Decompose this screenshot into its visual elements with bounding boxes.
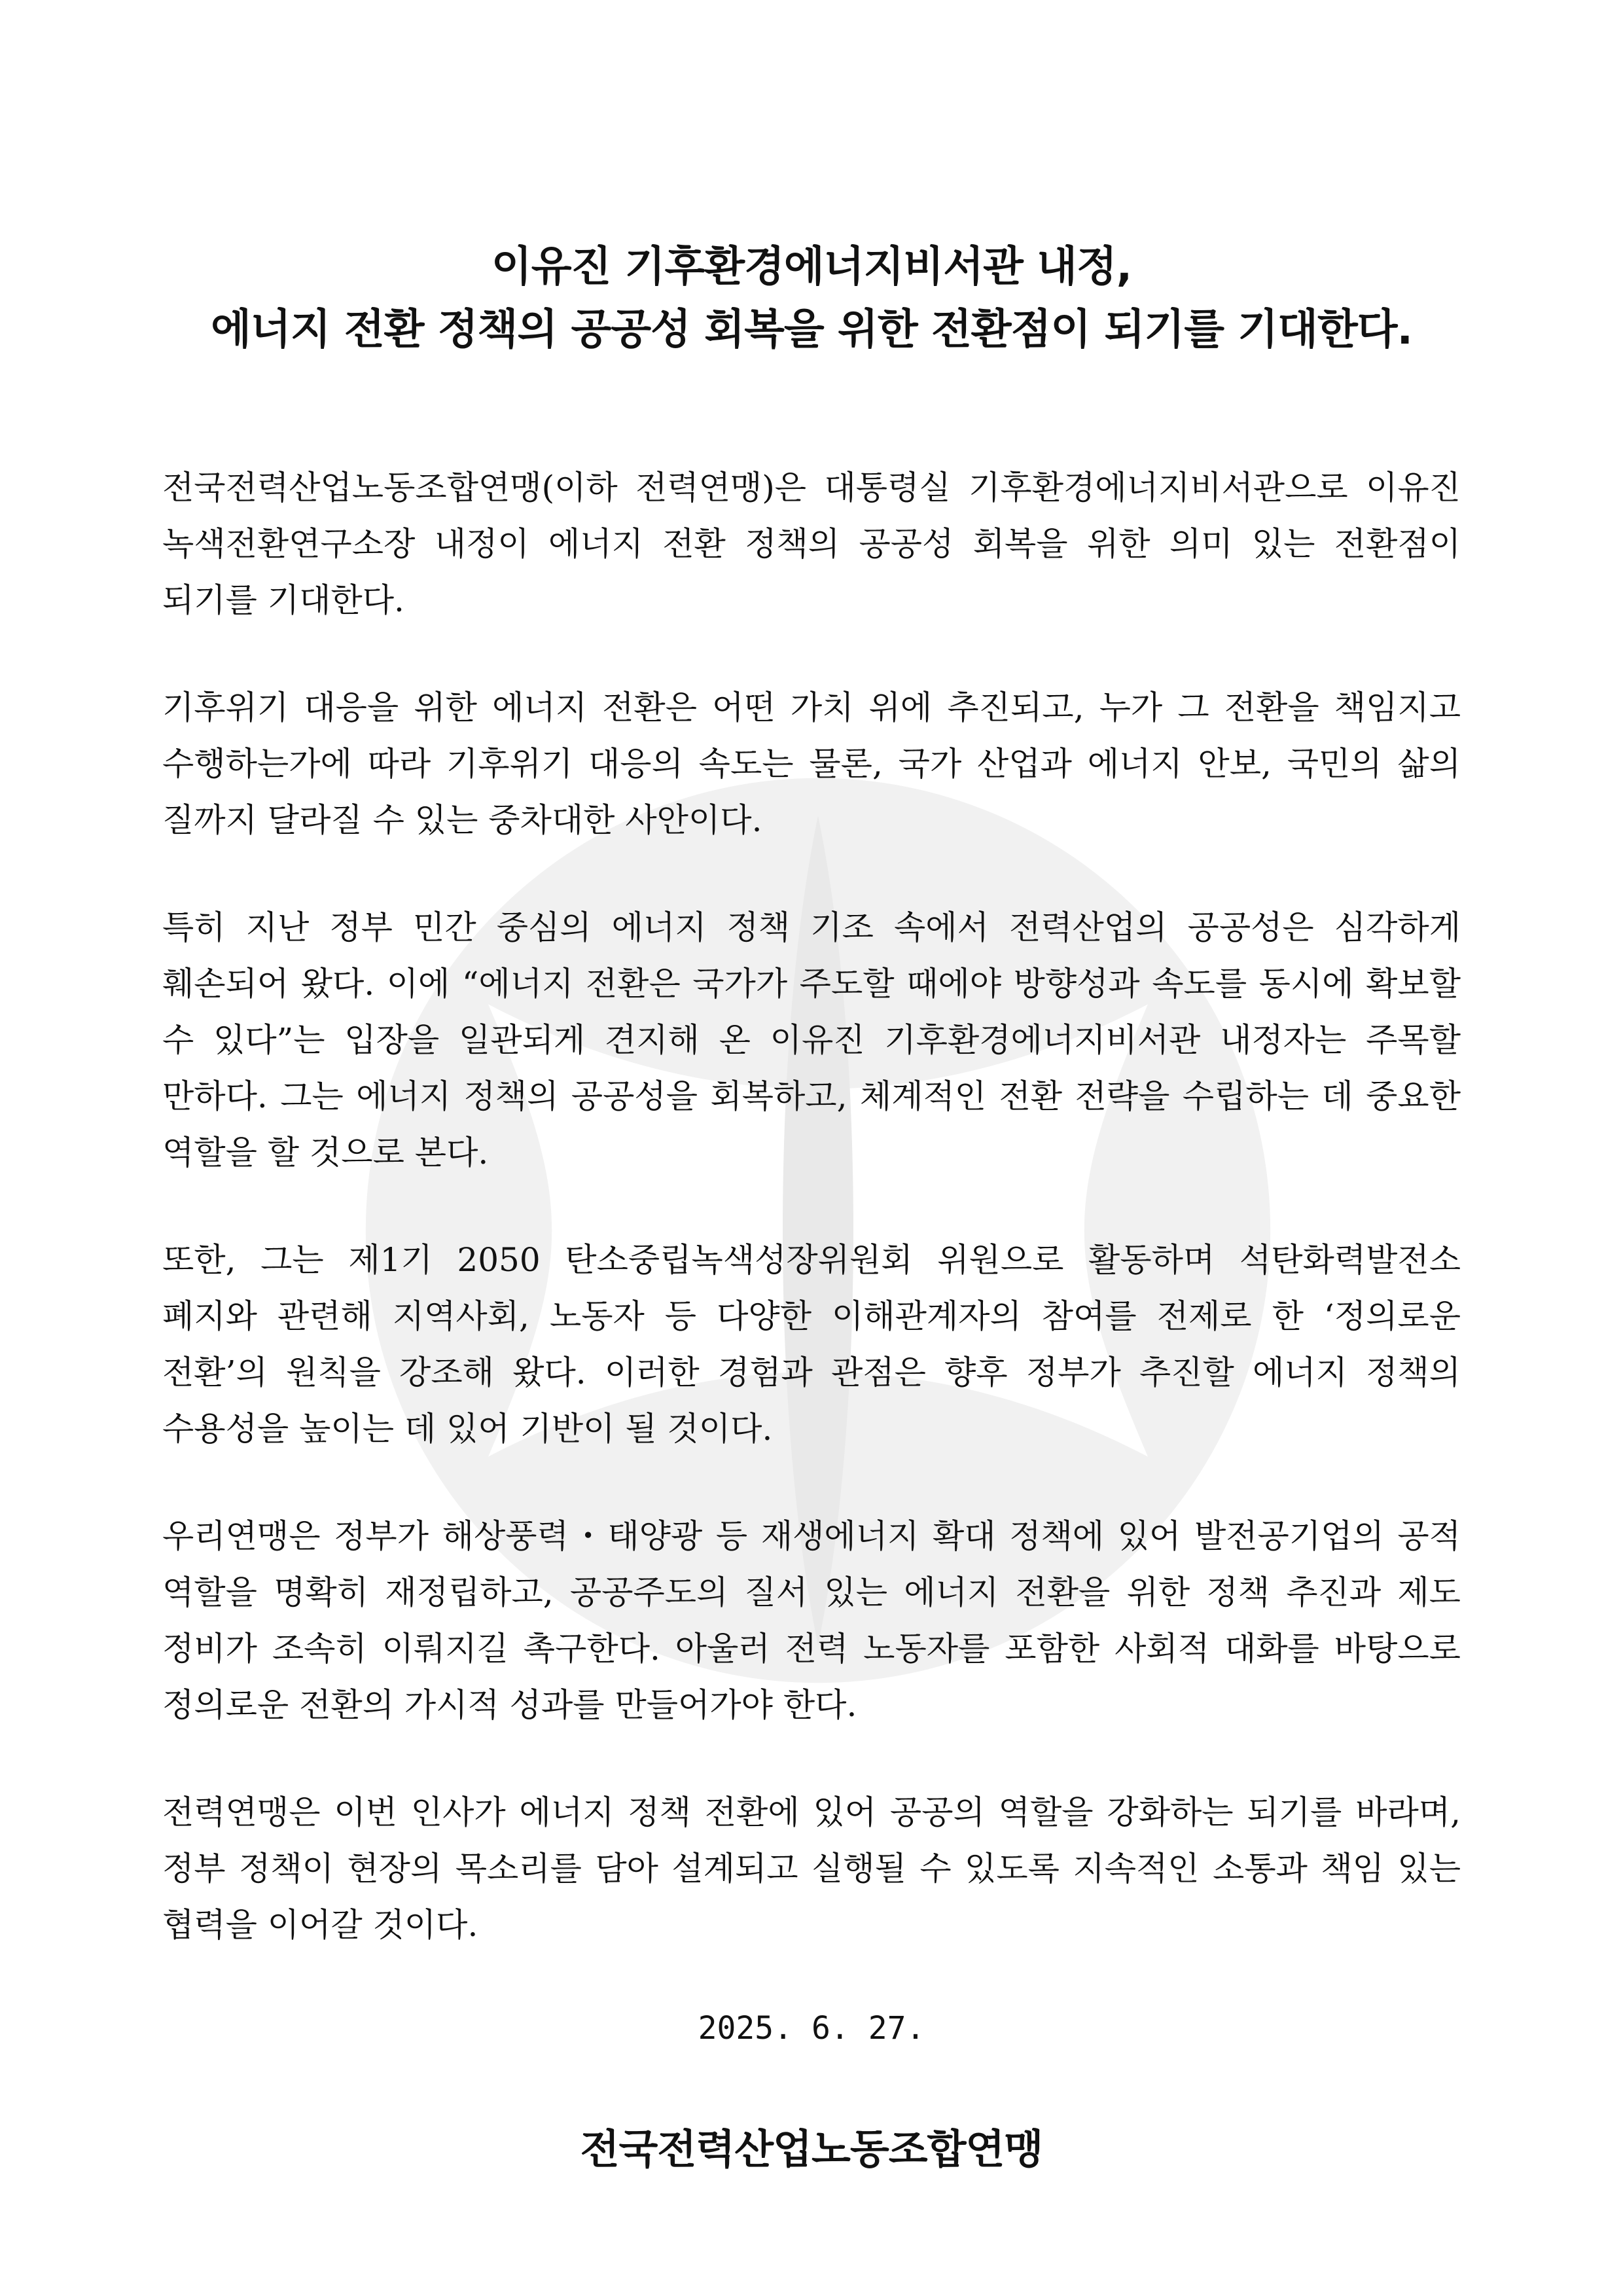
paragraph-3: 특히 지난 정부 민간 중심의 에너지 정책 기조 속에서 전력산업의 공공성은 심각하게 훼손되어 왔다. 이에 “에너지 전환은 국가가 주도할 때에야 방향성과 속도를 동시에 확보할 수 있다”는 입장을 일관되게 견지해 온 이유진 기후환경에너지비서관 내정자는 주목할 만하다. 그는 에너지 정책의 공공성을 회복하고, 체계적인 전환 전략을 수립하는 데 중요한 역할을 할 것으로 본다. — [162, 908, 1461, 1172]
title-line-2: 에너지 전환 정책의 공공성 회복을 위한 전환점이 되기를 기대한다. — [211, 306, 1412, 354]
document-date: 2025. 6. 27. — [698, 2010, 925, 2047]
paragraph-1: 전국전력산업노동조합연맹(이하 전력연맹)은 대통령실 기후환경에너지비서관으로 이유진 녹색전환연구소장 내정이 에너지 전환 정책의 공공성 회복을 위한 의미 있는 전환점이 되기를 기대한다. — [162, 469, 1461, 619]
paragraph-4: 또한, 그는 제1기 2050 탄소중립녹색성장위원회 위원으로 활동하며 석탄화력발전소 폐지와 관련해 지역사회, 노동자 등 다양한 이해관계자의 참여를 전제로 한 ‘정의로운 전환’의 원칙을 강조해 왔다. 이러한 경험과 관점은 향후 정부가 추진할 에너지 정책의 수용성을 높이는 데 있어 기반이 될 것이다. — [162, 1241, 1461, 1448]
paragraph-6: 전력연맹은 이번 인사가 에너지 정책 전환에 있어 공공의 역할을 강화하는 되기를 바라며, 정부 정책이 현장의 목소리를 담아 설계되고 실행될 수 있도록 지속적인 소통과 책임 있는 협력을 이어갈 것이다. — [162, 1793, 1461, 1944]
document-title — [162, 236, 1461, 361]
press-release — [162, 236, 1461, 2176]
title-line-1: 이유진 기후환경에너지비서관 내정, — [491, 243, 1132, 291]
document-body — [162, 459, 1461, 1953]
paragraph-5: 우리연맹은 정부가 해상풍력・태양광 등 재생에너지 확대 정책에 있어 발전공기업의 공적 역할을 명확히 재정립하고, 공공주도의 질서 있는 에너지 전환을 위한 정책 추진과 제도 정비가 조속히 이뤄지길 촉구한다. 아울러 전력 노동자를 포함한 사회적 대화를 바탕으로 정의로운 전환의 가시적 성과를 만들어가야 한다. — [162, 1517, 1461, 1724]
paragraph-2: 기후위기 대응을 위한 에너지 전환은 어떤 가치 위에 추진되고, 누가 그 전환을 책임지고 수행하는가에 따라 기후위기 대응의 속도는 물론, 국가 산업과 에너지 안보, 국민의 삶의 질까지 달라질 수 있는 중차대한 사안이다. — [162, 689, 1461, 839]
organization-signature: 전국전력산업노동조합연맹 — [580, 2125, 1043, 2173]
